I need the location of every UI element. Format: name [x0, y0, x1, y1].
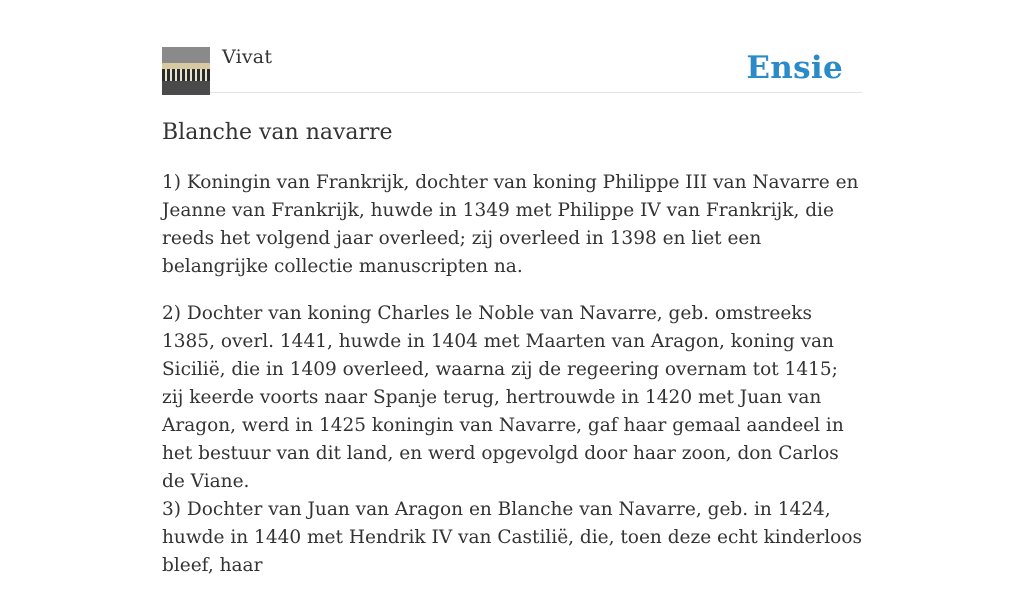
article-title: Blanche van navarre: [162, 120, 393, 145]
header: [162, 46, 862, 93]
content-container: [162, 46, 862, 599]
article-body: [162, 169, 862, 580]
author-name[interactable]: Vivat: [222, 46, 273, 68]
definition-paragraph-2: 2) Dochter van koning Charles le Noble van Navarre, geb. omstreeks 1385, overl. 1441, huwde in 1404 met Maarten van Aragon, koning van Sicilië, die in 1409 overleed, waarna zij de regeering overnam tot 1415; zij keerde voorts naar Spanje terug, hertrouwde in 1420 met Juan van Aragon, werd in 1425 koningin van Navarre, gaf haar gemaal aandeel in het bestuur van dit land, en werd opgevolgd door haar zoon, don Carlos de Viane.: [162, 303, 844, 492]
definition-paragraph-3: 3) Dochter van Juan van Aragon en Blanche van Navarre, geb. in 1424, huwde in 1440 met Hendrik IV van Castilië, die, toen deze echt kinderloos bleef, haar: [162, 499, 862, 576]
site-logo[interactable]: Ensie: [746, 50, 843, 86]
author-avatar[interactable]: [162, 47, 210, 95]
definition-paragraph-1: 1) Koningin van Frankrijk, dochter van koning Philippe III van Navarre en Jeanne van Frankrijk, huwde in 1349 met Philippe IV van Frankrijk, die reeds het volgend jaar overleed; zij overleed in 1398 en liet een belangrijke collectie manuscripten na.: [162, 172, 859, 277]
typewriter-keys-icon: [162, 47, 210, 95]
